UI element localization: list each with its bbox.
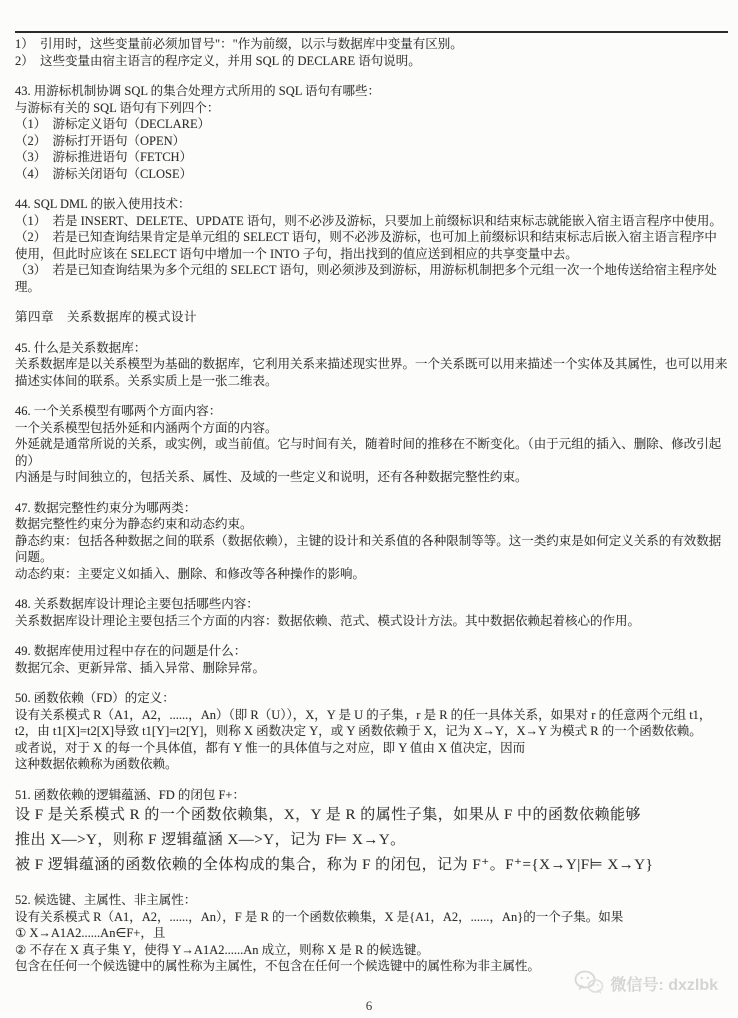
text-line: 数据冗余、更新异常、插入异常、删除异常。 [15, 660, 266, 675]
formula-line: 设 F 是关系模式 R 的一个函数依赖集，X，Y 是 R 的属性子集，如果从 F 中的函数依赖能够 [15, 807, 642, 823]
question-heading: 52. 候选键、主属性、非主属性： [15, 893, 197, 907]
question-48 [15, 596, 728, 629]
chapter-title: 第四章 关系数据库的模式设计 [15, 310, 198, 324]
text-line: 1） 引用时，这些变量前必须加冒号"："作为前缀，以示与数据库中变量有区别。 [15, 37, 463, 51]
question-heading: 47. 数据完整性约束分为哪两类： [15, 500, 197, 515]
list-item: ② 不存在 X 真子集 Y，使得 Y→A1A2......An 成立，则称 X 是 R 的候选键。 [15, 942, 429, 957]
question-heading: 44. SQL DML 的嵌入使用技术： [15, 197, 191, 211]
list-item: ① X→A1A2......An∈F+，且 [15, 926, 166, 940]
intro-block [15, 36, 728, 69]
list-item: （3） 游标推进语句（FETCH） [15, 150, 193, 164]
text-line: 静态约束：包括各种数据之间的联系（数据依赖），主键的设计和关系值的各种限制等等。这一类约束是如何定义关系的有效数据问题。 [15, 533, 722, 564]
text-line: 设有关系模式 R（A1，A2，......，An），F 是 R 的一个函数依赖集，X 是{A1，A2，......，An}的一个子集。如果 [15, 909, 624, 924]
list-item: （1） 若是 INSERT、DELETE、UPDATE 语句，则不必涉及游标，只要加上前缀标识和结束标志就能嵌入宿主语言程序中使用。 [15, 213, 722, 228]
text-line: 外延就是通常所说的关系，或实例，或当前值。它与时间有关，随着时间的推移在不断变化。（由于元组的插入、删除、修改引起的） [15, 437, 722, 468]
text-line: 动态约束：主要定义如插入、删除、和修改等各种操作的影响。 [15, 566, 366, 581]
question-43 [15, 83, 728, 182]
wechat-icon [574, 970, 604, 996]
text-line: 关系数据库设计理论主要包括三个方面的内容：数据依赖、范式、模式设计方法。其中数据依赖起着核心的作用。 [15, 613, 641, 628]
question-50 [15, 690, 728, 773]
text-line: 数据完整性约束分为静态约束和动态约束。 [15, 517, 253, 531]
formula-line: 推出 X—>Y，则称 F 逻辑蕴涵 X—>Y，记为 F⊨ X→Y。 [15, 832, 406, 848]
question-46 [15, 403, 728, 486]
question-heading: 45. 什么是关系数据库： [15, 340, 147, 355]
text-line: 内涵是与时间独立的，包括关系、属性、及域的一些定义和说明，还有各种数据完整性约束。 [15, 470, 528, 484]
list-item: （2） 游标打开语句（OPEN） [15, 133, 186, 148]
question-heading: 43. 用游标机制协调 SQL 的集合处理方式所用的 SQL 语句有哪些： [15, 84, 381, 98]
text-line: 与游标有关的 SQL 语句有下列四个： [15, 100, 220, 115]
question-heading: 50. 函数依赖（FD）的定义： [15, 691, 175, 705]
text-line: 设有关系模式 R（A1，A2，......，An）（即 R（U）），X，Y 是 U 的子集，r 是 R 的任一具体关系，如果对 r 的任意两个元组 t1，t2，由 t1[X]=t2[X]导致 t1[Y]=t2[Y]，则称 X 函数决定 Y，或 Y 函数依赖于 X，记为 X→Y，X→Y 为模式 R 的一个函数依赖。 [15, 707, 712, 738]
header-rule [15, 31, 728, 33]
text-line: 一个关系模型包括外延和内涵两个方面的内容。 [15, 420, 278, 435]
question-heading: 51. 函数依赖的逻辑蕴涵、FD 的闭包 F+： [15, 787, 245, 802]
question-heading: 48. 关系数据库设计理论主要包括哪些内容： [15, 597, 259, 611]
text-line: 包含在任何一个候选键中的属性称为主属性，不包含在任何一个候选键中的属性称为非主属性。 [15, 959, 541, 973]
list-item: （2） 若是已知查询结果肯定是单元组的 SELECT 语句，则不必涉及游标，也可加上前缀标识和结束标志后嵌入宿主语言程序中使用，但此时应该在 SELECT 语句中增加一个 INTO 子句，指出找到的值应送到相应的共享变量中去。 [15, 230, 717, 261]
question-47 [15, 500, 728, 583]
question-heading: 46. 一个关系模型有哪两个方面内容： [15, 404, 222, 418]
chapter-heading [15, 309, 728, 326]
text-line: 关系数据库是以关系模型为基础的数据库，它利用关系来描述现实世界。一个关系既可以用来描述一个实体及其属性，也可以用来描述实体间的联系。关系实质上是一张二维表。 [15, 357, 728, 388]
question-52 [15, 892, 728, 975]
question-45 [15, 340, 728, 390]
list-item: （3） 若是已知查询结果为多个元组的 SELECT 语句，则必须涉及到游标，用游标机制把多个元组一次一个地传送给宿主程序处理。 [15, 263, 717, 294]
list-item: （1） 游标定义语句（DECLARE） [15, 117, 211, 131]
question-49 [15, 643, 728, 676]
text-line: 2） 这些变量由宿主语言的程序定义，并用 SQL 的 DECLARE 语句说明。 [15, 53, 421, 68]
text-line: 或者说，对于 X 的每一个具体值，都有 Y 惟一的具体值与之对应，即 Y 值由 X 值决定，因而 [15, 740, 526, 755]
question-44 [15, 196, 728, 295]
watermark-text: 微信号: dxzlbk [610, 976, 718, 994]
formula-line: 被 F 逻辑蕴涵的函数依赖的全体构成的集合，称为 F 的闭包，记为 F⁺。F⁺={X→Y|F⊨ X→Y} [15, 857, 654, 873]
text-line: 这种数据依赖称为函数依赖。 [15, 757, 178, 771]
list-item: （4） 游标关闭语句（CLOSE） [15, 166, 193, 181]
watermark [574, 970, 718, 996]
question-51 [15, 787, 728, 879]
page-number: 6 [365, 998, 373, 1013]
question-heading: 49. 数据库使用过程中存在的问题是什么： [15, 644, 247, 658]
